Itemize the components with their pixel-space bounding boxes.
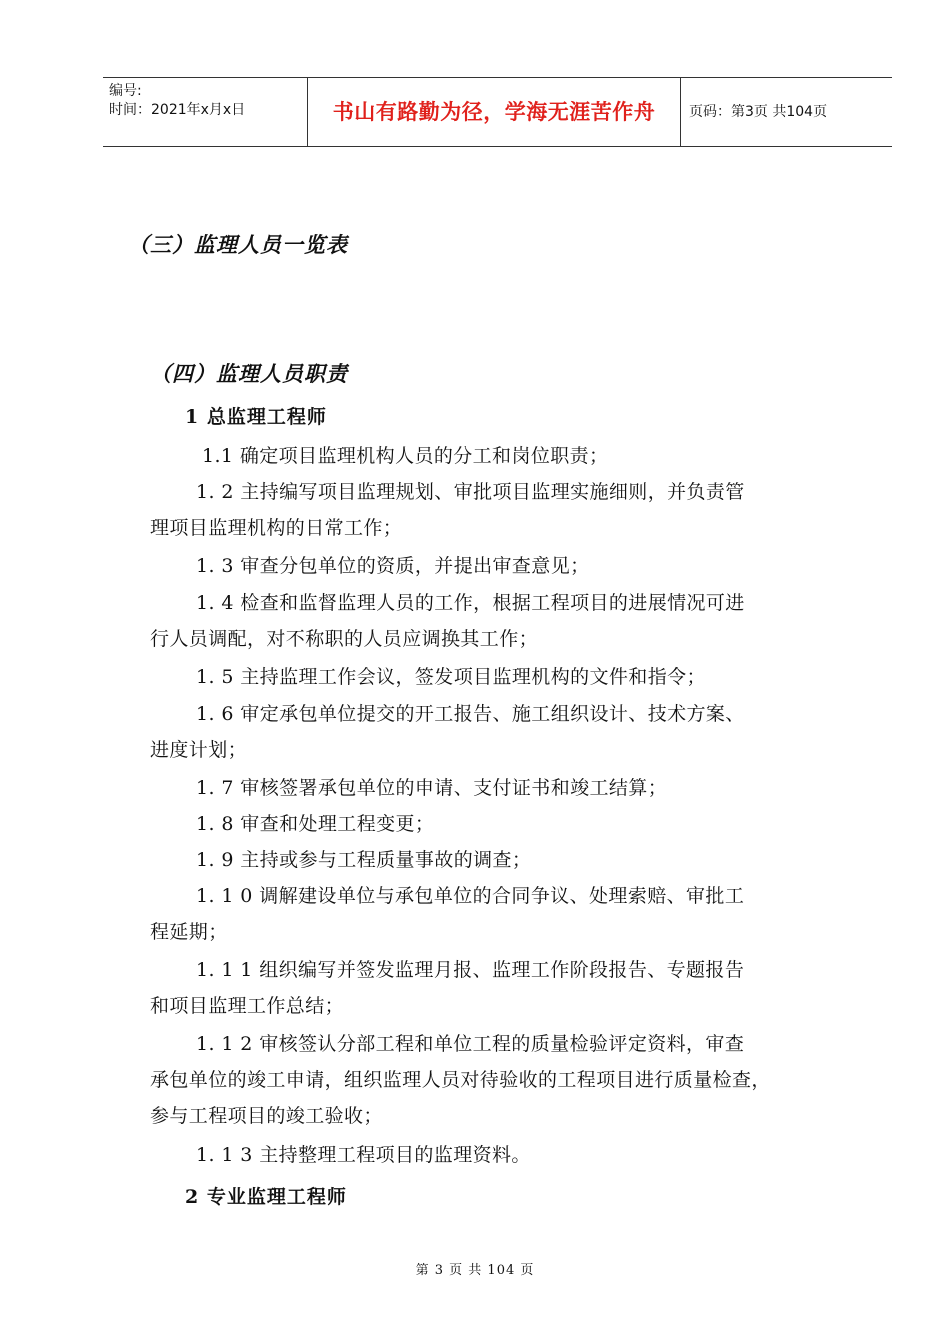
duty-line: 承包单位的竣工申请，组织监理人员对待验收的工程项目进行质量检查， xyxy=(150,1069,771,1091)
section-3-title: （三）监理人员一览表 xyxy=(128,232,348,257)
page-footer: 第 3 页 共 104 页 xyxy=(415,1263,535,1278)
header-motto: 书山有路勤为径，学海无涯苦作舟 xyxy=(308,78,681,146)
duty-item xyxy=(150,696,855,768)
duty-line: 行人员调配，对不称职的人员应调换其工作； xyxy=(150,628,539,650)
page-header xyxy=(103,77,892,147)
duty-line: 和项目监理工作总结； xyxy=(150,995,345,1017)
duty-item xyxy=(150,438,855,474)
section-4-title: （四）监理人员职责 xyxy=(150,361,348,386)
duty-line: 1. 5 主持监理工作会议，签发项目监理机构的文件和指令； xyxy=(196,666,706,688)
duty-line: 1. 1 3 主持整理工程项目的监理资料。 xyxy=(196,1144,531,1166)
duty-line: 1. 9 主持或参与工程质量事故的调查； xyxy=(196,849,532,871)
duty-line: 1. 1 1 组织编写并签发监理月报、监理工作阶段报告、专题报告 xyxy=(196,959,745,981)
duty-line: 进度计划； xyxy=(150,739,248,761)
duty-line: 1. 8 审查和处理工程变更； xyxy=(196,813,435,835)
duty-item xyxy=(150,842,855,878)
duty-line: 理项目监理机构的日常工作； xyxy=(150,517,403,539)
duty-item xyxy=(150,770,855,806)
duty-item xyxy=(150,474,855,546)
duty-line: 参与工程项目的竣工验收； xyxy=(150,1105,383,1127)
duty-line: 1. 2 主持编写项目监理规划、审批项目监理实施细则，并负责管 xyxy=(196,481,745,503)
header-page-number: 页码：第3页 共104页 xyxy=(689,104,828,120)
duty-item xyxy=(150,952,855,1024)
duty-line: 1. 3 审查分包单位的资质，并提出审查意见； xyxy=(196,555,590,577)
duty-item xyxy=(150,1026,855,1134)
duty-item xyxy=(150,878,855,950)
duty-item xyxy=(150,585,855,657)
chief-engineer-title: 1 总监理工程师 xyxy=(185,406,327,428)
duty-line: 程延期； xyxy=(150,921,228,943)
header-meta xyxy=(103,78,308,146)
duty-line: 1. 4 检查和监督监理人员的工作，根据工程项目的进展情况可进 xyxy=(196,592,745,614)
duty-item xyxy=(150,659,855,695)
document-time-label: 时间：2021年x月x日 xyxy=(109,102,246,118)
duty-line: 1. 7 审核签署承包单位的申请、支付证书和竣工结算； xyxy=(196,777,668,799)
specialist-engineer-title: 2 专业监理工程师 xyxy=(185,1186,347,1208)
duty-line: 1.1 确定项目监理机构人员的分工和岗位职责； xyxy=(202,445,609,467)
duty-item xyxy=(150,806,855,842)
duty-line: 1. 1 0 调解建设单位与承包单位的合同争议、处理索赔、审批工 xyxy=(196,885,745,907)
document-code-label: 编号: xyxy=(109,83,142,99)
duty-line: 1. 1 2 审核签认分部工程和单位工程的质量检验评定资料，审查 xyxy=(196,1033,745,1055)
duty-item xyxy=(150,1137,855,1173)
duty-line: 1. 6 审定承包单位提交的开工报告、施工组织设计、技术方案、 xyxy=(196,703,745,725)
duty-item xyxy=(150,548,855,584)
